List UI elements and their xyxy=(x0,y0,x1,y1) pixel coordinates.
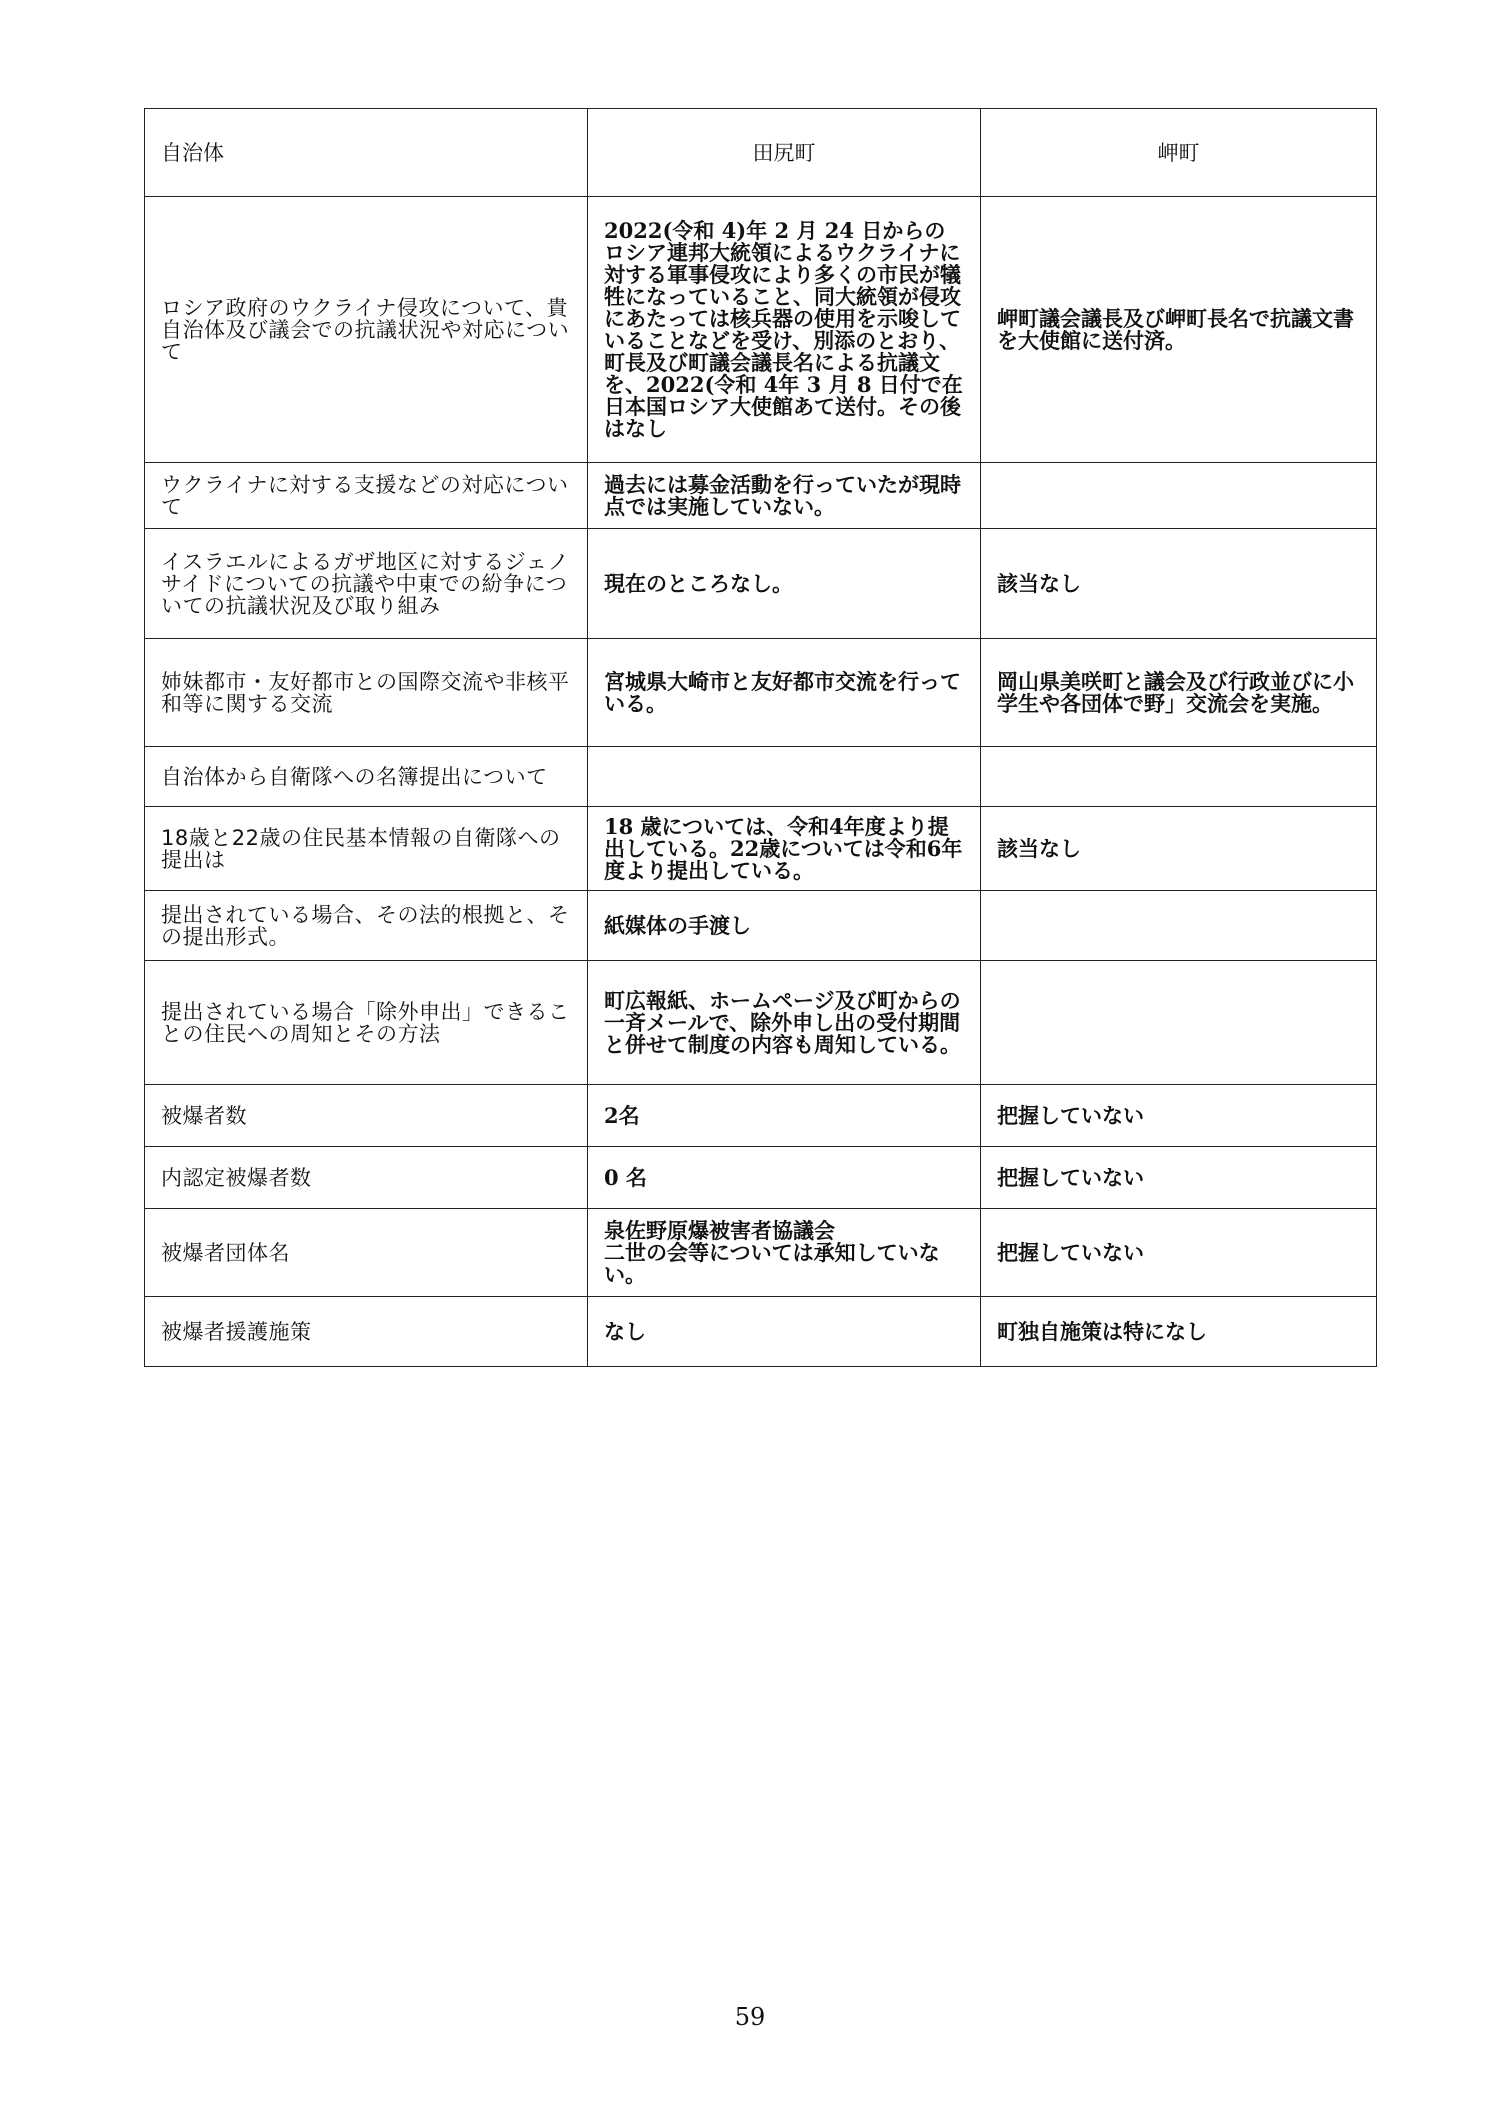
table-row xyxy=(145,463,1377,529)
table-row xyxy=(145,529,1377,639)
answer-tajiri-cell: なし xyxy=(588,1297,981,1367)
answer-tajiri-cell: 宮城県大崎市と友好都市交流を行っている。 xyxy=(588,639,981,747)
answer-misaki-cell xyxy=(981,891,1377,961)
table-header-row xyxy=(145,109,1377,197)
answer-misaki-cell: 把握していない xyxy=(981,1085,1377,1147)
answer-tajiri-cell: 町広報紙、ホームページ及び町からの一斉メールで、除外申し出の受付期間と併せて制度の内容も周知している。 xyxy=(588,961,981,1085)
answer-tajiri-cell: 過去には募金活動を行っていたが現時点では実施していない。 xyxy=(588,463,981,529)
table-row xyxy=(145,961,1377,1085)
question-cell: 18歳と22歳の住民基本情報の自衛隊への提出は xyxy=(145,807,588,891)
answer-misaki-cell xyxy=(981,463,1377,529)
answer-tajiri-cell: 18 歳については、令和4年度より提出している。22歳については令和6年度より提出している。 xyxy=(588,807,981,891)
answer-tajiri-cell: 泉佐野原爆被害者協議会 二世の会等については承知していない。 xyxy=(588,1209,981,1297)
answer-misaki-cell: 岬町議会議長及び岬町長名で抗議文書を大使館に送付済。 xyxy=(981,197,1377,463)
answer-misaki-cell: 町独自施策は特になし xyxy=(981,1297,1377,1367)
table-row xyxy=(145,807,1377,891)
answer-misaki-cell: 該当なし xyxy=(981,529,1377,639)
question-cell: 被爆者団体名 xyxy=(145,1209,588,1297)
answer-tajiri-cell xyxy=(588,747,981,807)
answer-misaki-cell xyxy=(981,961,1377,1085)
question-cell: ウクライナに対する支援などの対応について xyxy=(145,463,588,529)
question-cell: 提出されている場合「除外申出」できることの住民への周知とその方法 xyxy=(145,961,588,1085)
header-label: 自治体 xyxy=(145,109,588,197)
answer-tajiri-cell: 0 名 xyxy=(588,1147,981,1209)
table-row xyxy=(145,1297,1377,1367)
table-row xyxy=(145,747,1377,807)
answer-tajiri-cell: 現在のところなし。 xyxy=(588,529,981,639)
answer-tajiri-cell: 2022(令和 4)年 2 月 24 日からのロシア連邦大統領によるウクライナに対する軍事侵攻により多くの市民が犠牲になっていること、同大統領が侵攻にあたっては核兵器の使用を示唆していることなどを受け、別添のとおり、町長及び町議会議長名による抗議文を、2022(令和 4年 3 月 8 日付で在日本国ロシア大使館あて送付。その後はなし xyxy=(588,197,981,463)
survey-table xyxy=(144,108,1377,1367)
table-row xyxy=(145,891,1377,961)
table-row xyxy=(145,1209,1377,1297)
answer-misaki-cell: 該当なし xyxy=(981,807,1377,891)
table-row xyxy=(145,197,1377,463)
table-row xyxy=(145,1147,1377,1209)
page-number: 59 xyxy=(734,2003,766,2031)
table-row xyxy=(145,1085,1377,1147)
question-cell: イスラエルによるガザ地区に対するジェノサイドについての抗議や中東での紛争についての抗議状況及び取り組み xyxy=(145,529,588,639)
header-col-misaki: 岬町 xyxy=(981,109,1377,197)
question-cell: 被爆者数 xyxy=(145,1085,588,1147)
answer-misaki-cell: 把握していない xyxy=(981,1209,1377,1297)
answer-misaki-cell: 把握していない xyxy=(981,1147,1377,1209)
header-col-tajiri: 田尻町 xyxy=(588,109,981,197)
question-cell: 提出されている場合、その法的根拠と、その提出形式。 xyxy=(145,891,588,961)
question-cell: 被爆者援護施策 xyxy=(145,1297,588,1367)
answer-misaki-cell xyxy=(981,747,1377,807)
answer-tajiri-cell: 紙媒体の手渡し xyxy=(588,891,981,961)
question-cell: 自治体から自衛隊への名簿提出について xyxy=(145,747,588,807)
question-cell: 姉妹都市・友好都市との国際交流や非核平和等に関する交流 xyxy=(145,639,588,747)
question-cell: ロシア政府のウクライナ侵攻について、貴自治体及び議会での抗議状況や対応について xyxy=(145,197,588,463)
answer-misaki-cell: 岡山県美咲町と議会及び行政並びに小学生や各団体で野」交流会を実施。 xyxy=(981,639,1377,747)
answer-tajiri-cell: 2名 xyxy=(588,1085,981,1147)
table-row xyxy=(145,639,1377,747)
question-cell: 内認定被爆者数 xyxy=(145,1147,588,1209)
